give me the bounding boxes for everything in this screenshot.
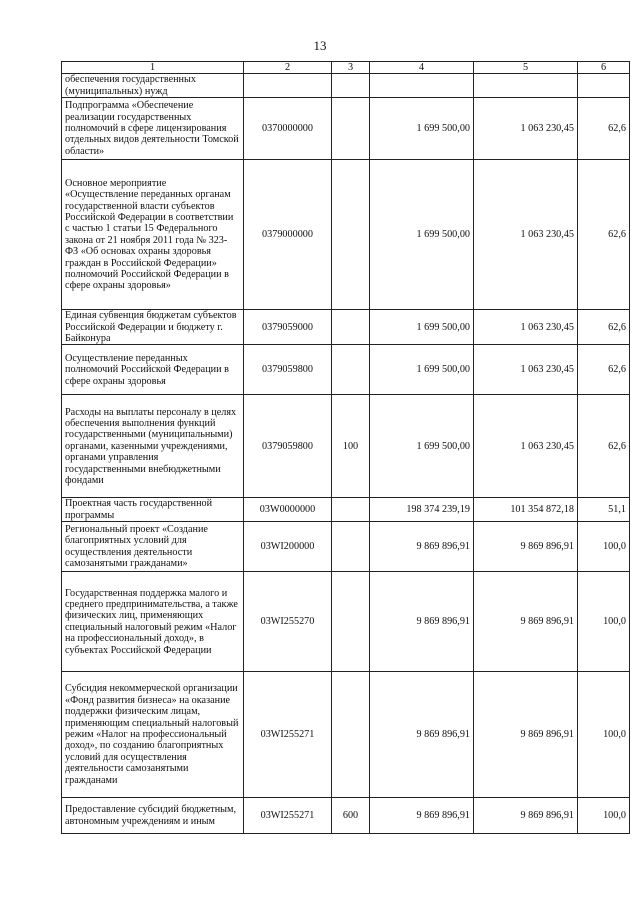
row-code-cell: 0379059000	[244, 310, 332, 345]
row-expense-type-cell	[332, 160, 370, 310]
table-row	[62, 498, 630, 522]
row-plan-amount-cell: 1 699 500,00	[370, 98, 474, 160]
row-percent-cell: 100,0	[578, 672, 630, 798]
row-name-cell: Подпрограмма «Обеспечение реализации государственных полномочий в сфере лицензирования отдельных видов деятельности Томской области»	[62, 98, 244, 160]
column-header-1: 1	[62, 62, 244, 74]
row-expense-type-cell: 600	[332, 798, 370, 834]
row-code-cell: 03WI255271	[244, 798, 332, 834]
row-expense-type-cell	[332, 345, 370, 395]
row-code-cell: 03W0000000	[244, 498, 332, 522]
row-actual-amount-cell	[474, 74, 578, 98]
table-row	[62, 395, 630, 498]
row-expense-type-cell	[332, 498, 370, 522]
row-name-cell: Основное мероприятие «Осуществление переданных органам государственной власти субъектов Российской Федерации в соответствии с частью 1 статьи 15 Федерального закона от 21 ноября 2011 года № 323-ФЗ «Об основах охраны здоровья граждан в Российской Федерации» полномочий Российской Федерации в сфере охраны здоровья»	[62, 160, 244, 310]
header-row	[62, 62, 630, 74]
row-actual-amount-cell: 9 869 896,91	[474, 572, 578, 672]
row-name-cell: Субсидия некоммерческой организации «Фонд развития бизнеса» на оказание поддержки физическим лицам, применяющим специальный налоговый режим «Налог на профессиональный доход», по созданию благоприятных условий для осуществления деятельности самозанятыми гражданами	[62, 672, 244, 798]
row-name-cell: Проектная часть государственной программы	[62, 498, 244, 522]
row-plan-amount-cell: 9 869 896,91	[370, 572, 474, 672]
column-header-6: 6	[578, 62, 630, 74]
row-expense-type-cell	[332, 310, 370, 345]
column-header-2: 2	[244, 62, 332, 74]
table-row	[62, 160, 630, 310]
budget-table	[61, 61, 630, 834]
row-code-cell: 03WI255271	[244, 672, 332, 798]
row-percent-cell: 62,6	[578, 160, 630, 310]
row-name-cell: Осуществление переданных полномочий Российской Федерации в сфере охраны здоровья	[62, 345, 244, 395]
row-plan-amount-cell: 1 699 500,00	[370, 345, 474, 395]
row-expense-type-cell	[332, 522, 370, 572]
row-code-cell: 03WI200000	[244, 522, 332, 572]
column-header-3: 3	[332, 62, 370, 74]
row-actual-amount-cell: 1 063 230,45	[474, 160, 578, 310]
row-actual-amount-cell: 101 354 872,18	[474, 498, 578, 522]
table-row	[62, 672, 630, 798]
row-percent-cell: 100,0	[578, 798, 630, 834]
row-code-cell: 0379059800	[244, 395, 332, 498]
row-percent-cell: 62,6	[578, 395, 630, 498]
column-header-5: 5	[474, 62, 578, 74]
table-row	[62, 572, 630, 672]
table-row	[62, 74, 630, 98]
row-code-cell: 0379059800	[244, 345, 332, 395]
row-name-cell: Предоставление субсидий бюджетным, автономным учреждениям и иным	[62, 798, 244, 834]
row-percent-cell: 100,0	[578, 522, 630, 572]
table-row	[62, 345, 630, 395]
row-actual-amount-cell: 1 063 230,45	[474, 395, 578, 498]
row-name-cell: Единая субвенция бюджетам субъектов Российской Федерации и бюджету г. Байконура	[62, 310, 244, 345]
row-actual-amount-cell: 9 869 896,91	[474, 672, 578, 798]
row-code-cell: 0379000000	[244, 160, 332, 310]
row-plan-amount-cell: 9 869 896,91	[370, 522, 474, 572]
row-name-cell: Государственная поддержка малого и среднего предпринимательства, а также физических лиц, применяющих специальный налоговый режим «Налог на профессиональный доход», в субъектах Российской Федерации	[62, 572, 244, 672]
row-plan-amount-cell	[370, 74, 474, 98]
page-number: 13	[313, 38, 327, 53]
row-actual-amount-cell: 9 869 896,91	[474, 798, 578, 834]
row-expense-type-cell	[332, 572, 370, 672]
row-expense-type-cell: 100	[332, 395, 370, 498]
row-code-cell: 0370000000	[244, 98, 332, 160]
table-body	[62, 74, 630, 834]
row-percent-cell: 62,6	[578, 310, 630, 345]
row-actual-amount-cell: 1 063 230,45	[474, 310, 578, 345]
row-expense-type-cell	[332, 672, 370, 798]
row-name-cell: обеспечения государственных (муниципальных) нужд	[62, 74, 244, 98]
row-actual-amount-cell: 1 063 230,45	[474, 345, 578, 395]
table-row	[62, 98, 630, 160]
row-percent-cell: 62,6	[578, 345, 630, 395]
column-header-4: 4	[370, 62, 474, 74]
row-percent-cell: 100,0	[578, 572, 630, 672]
row-name-cell: Региональный проект «Создание благоприятных условий для осуществления деятельности самозанятыми гражданами»	[62, 522, 244, 572]
row-plan-amount-cell: 9 869 896,91	[370, 798, 474, 834]
row-percent-cell: 62,6	[578, 98, 630, 160]
row-actual-amount-cell: 1 063 230,45	[474, 98, 578, 160]
row-percent-cell: 51,1	[578, 498, 630, 522]
row-code-cell	[244, 74, 332, 98]
row-expense-type-cell	[332, 98, 370, 160]
table-row	[62, 522, 630, 572]
row-plan-amount-cell: 1 699 500,00	[370, 310, 474, 345]
row-actual-amount-cell: 9 869 896,91	[474, 522, 578, 572]
row-plan-amount-cell: 1 699 500,00	[370, 160, 474, 310]
row-plan-amount-cell: 1 699 500,00	[370, 395, 474, 498]
row-plan-amount-cell: 9 869 896,91	[370, 672, 474, 798]
row-name-cell: Расходы на выплаты персоналу в целях обеспечения выполнения функций государственными (муниципальными) органами, казенными учреждениями, органами управления государственными внебюджетными фондами	[62, 395, 244, 498]
table-row	[62, 310, 630, 345]
row-code-cell: 03WI255270	[244, 572, 332, 672]
table-row	[62, 798, 630, 834]
row-plan-amount-cell: 198 374 239,19	[370, 498, 474, 522]
row-expense-type-cell	[332, 74, 370, 98]
row-percent-cell	[578, 74, 630, 98]
